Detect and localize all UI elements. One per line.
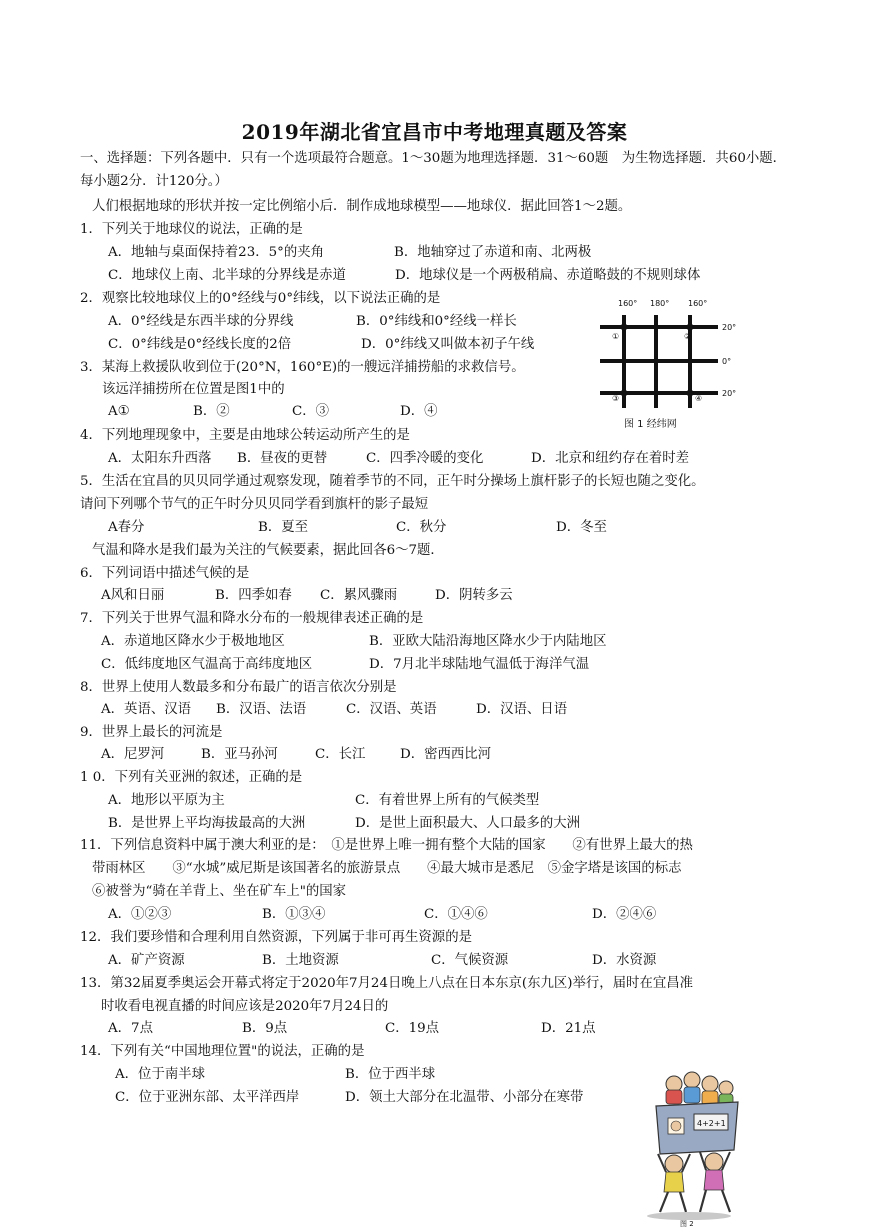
- q7-option-b: B．亚欧大陆沿海地区降水少于内陆地区: [369, 634, 607, 649]
- q10-option-d: D．是世上面积最大、人口最多的大洲: [355, 816, 580, 831]
- q2-stem: 2．观察比较地球仪上的0°经线与0°纬线，以下说法正确的是: [80, 291, 441, 306]
- q9-option-c: C．长江: [315, 747, 366, 762]
- q12-option-b: B．土地资源: [262, 953, 339, 968]
- q13-option-a: A．7点: [108, 1021, 153, 1036]
- q1-option-b: B．地轴穿过了赤道和南、北两极: [394, 245, 592, 260]
- q2-option-c: C．0°纬线是0°经线长度的2倍: [108, 337, 292, 352]
- q2-option-b: B．0°纬线和0°经线一样长: [356, 314, 517, 329]
- lon-label-left: 160°: [618, 299, 638, 308]
- q2-option-a: A．0°经线是东西半球的分界线: [108, 314, 294, 329]
- figure-2-caption: 图 2: [680, 1220, 694, 1228]
- q11-option-a: A．①②③: [108, 907, 172, 922]
- q4-option-d: D．北京和纽约存在着时差: [531, 451, 690, 466]
- figure-2-cartoon: [634, 1066, 744, 1228]
- q13-stem-line1: 13．第32届夏季奥运会开幕式将定于2020年7月24日晚上八点在日本东京(东九区)举行，届时在宜昌准: [80, 976, 694, 991]
- lat-label-bottom: 20°: [722, 389, 737, 398]
- figure-1-caption: 图 1 经纬网: [624, 419, 677, 430]
- q5-stem-line1: 5．生活在宜昌的贝贝同学通过观察发现，随着季节的不同，正午时分操场上旗杆影子的长短也随之变化。: [80, 474, 705, 489]
- q4-option-a: A．太阳东升西落: [108, 451, 212, 466]
- q8-stem: 8．世界上使用人数最多和分布最广的语言依次分别是: [80, 680, 397, 695]
- q9-stem: 9．世界上最长的河流是: [80, 725, 223, 740]
- q12-option-c: C．气候资源: [431, 953, 509, 968]
- q13-option-c: C．19点: [385, 1021, 440, 1036]
- q6-option-d: D．阴转多云: [435, 588, 513, 603]
- q12-stem: 12．我们要珍惜和合理利用自然资源，下列属于非可再生资源的是: [80, 930, 472, 945]
- q8-option-b: B．汉语、法语: [216, 702, 307, 717]
- q6-option-b: B．四季如春: [215, 588, 292, 603]
- q1-option-c: C．地球仪上南、北半球的分界线是赤道: [108, 268, 346, 283]
- q11-option-c: C．①④⑥: [424, 907, 488, 922]
- lat-label-mid: 0°: [722, 357, 732, 366]
- figure-2-sign: 4+2+1: [697, 1119, 726, 1128]
- q7-option-a: A．赤道地区降水少于极地地区: [101, 634, 285, 649]
- q4-option-c: C．四季冷暖的变化: [366, 451, 484, 466]
- q14-option-a: A．位于南半球: [115, 1067, 206, 1082]
- q11-stem-line2: 带雨林区 ③“水城”威尼斯是该国著名的旅游景点 ④最大城市是悉尼 ⑤金字塔是该国的标志: [92, 861, 682, 876]
- q10-stem: 1 0．下列有关亚洲的叙述，正确的是: [80, 770, 303, 785]
- q2-option-d: D．0°纬线又叫做本初子午线: [361, 337, 535, 352]
- q11-stem-line1: 11．下列信息资料中属于澳大利亚的是： ①是世界上唯一拥有整个大陆的国家 ②有世界上最大的热: [80, 838, 693, 853]
- point-label-3: ③: [612, 394, 620, 403]
- context-2: 气温和降水是我们最为关注的气候要素，据此回各6～7题．: [92, 543, 444, 558]
- figure-1-latlon-grid: [596, 293, 746, 433]
- q5-option-c: C．秋分: [396, 520, 447, 535]
- q10-option-c: C．有着世界上所有的气候类型: [355, 793, 540, 808]
- q3-option-c: C．③: [292, 404, 330, 419]
- q14-stem: 14．下列有关“中国地理位置"的说法，正确的是: [80, 1044, 365, 1059]
- q7-option-d: D．7月北半球陆地气温低于海洋气温: [369, 657, 590, 672]
- q10-option-b: B．是世界上平均海拔最高的大洲: [108, 816, 306, 831]
- q9-option-a: A．尼罗河: [101, 747, 165, 762]
- lon-label-mid: 180°: [650, 299, 670, 308]
- point-label-1: ①: [612, 332, 620, 341]
- q3-stem-line2: 该远洋捕捞所在位置是图1中的: [102, 382, 285, 397]
- q5-option-d: D．冬至: [556, 520, 607, 535]
- point-label-4: ④: [695, 394, 703, 403]
- q9-option-b: B．亚马孙河: [201, 747, 278, 762]
- q5-option-b: B．夏至: [258, 520, 309, 535]
- q13-option-d: D．21点: [541, 1021, 596, 1036]
- q13-option-b: B．9点: [242, 1021, 288, 1036]
- q14-option-d: D．领土大部分在北温带、小部分在寒带: [345, 1090, 584, 1105]
- q7-option-c: C．低纬度地区气温高于高纬度地区: [101, 657, 313, 672]
- q8-option-a: A．英语、汉语: [101, 702, 192, 717]
- section-intro: 一、选择题：下列各题中．只有一个选项最符合题意。1～30题为地理选择题．31～60题 为生物选择题．共60小题．每小题2分．计120分。）: [80, 151, 787, 189]
- q4-stem: 4．下列地理现象中，主要是由地球公转运动所产生的是: [80, 428, 410, 443]
- q5-stem-line2: 请问下列哪个节气的正午时分贝贝同学看到旗杆的影子最短: [80, 497, 429, 512]
- point-label-2: ②: [684, 332, 692, 341]
- q5-option-a: A春分: [108, 520, 145, 535]
- q11-option-d: D．②④⑥: [592, 907, 657, 922]
- q9-option-d: D．密西西比河: [400, 747, 492, 762]
- q6-option-c: C．累风骤雨: [320, 588, 398, 603]
- q1-stem: 1．下列关于地球仪的说法，正确的是: [80, 222, 303, 237]
- q6-stem: 6．下列词语中描述气候的是: [80, 566, 250, 581]
- q11-stem-line3: ⑥被誉为“骑在羊背上、坐在矿车上"的国家: [92, 884, 347, 899]
- q13-stem-line2: 时收看电视直播的时间应该是2020年7月24日的: [101, 999, 389, 1014]
- q11-option-b: B．①③④: [262, 907, 326, 922]
- q14-option-c: C．位于亚洲东部、太平洋西岸: [115, 1090, 300, 1105]
- q7-stem: 7．下列关于世界气温和降水分布的一般规律表述正确的是: [80, 611, 424, 626]
- q3-stem-line1: 3．某海上救援队收到位于(20°N，160°E)的一艘远洋捕捞船的求救信号。: [80, 360, 525, 375]
- q10-option-a: A．地形以平原为主: [108, 793, 225, 808]
- q1-option-a: A．地轴与桌面保持着23．5°的夹角: [108, 245, 325, 260]
- q3-option-b: B．②: [193, 404, 230, 419]
- lat-label-top: 20°: [722, 323, 737, 332]
- q8-option-c: C．汉语、英语: [346, 702, 437, 717]
- context-1: 人们根据地球的形状并按一定比例缩小后．制作成地球模型——地球仪．据此回答1～2题。: [92, 199, 632, 214]
- q12-option-a: A．矿产资源: [108, 953, 185, 968]
- cartoon-illustration: [647, 1072, 738, 1228]
- lon-label-right: 160°: [688, 299, 708, 308]
- q4-option-b: B．昼夜的更替: [237, 451, 328, 466]
- q3-option-a: A①: [108, 404, 130, 419]
- q3-option-d: D．④: [400, 404, 438, 419]
- page-title: 2019年湖北省宜昌市中考地理真题及答案: [241, 120, 628, 144]
- q1-option-d: D．地球仪是一个两极稍扁、赤道略鼓的不规则球体: [395, 268, 701, 283]
- q14-option-b: B．位于西半球: [345, 1067, 436, 1082]
- q6-option-a: A风和日丽: [101, 588, 165, 603]
- q8-option-d: D．汉语、日语: [476, 702, 568, 717]
- q12-option-d: D．水资源: [592, 953, 657, 968]
